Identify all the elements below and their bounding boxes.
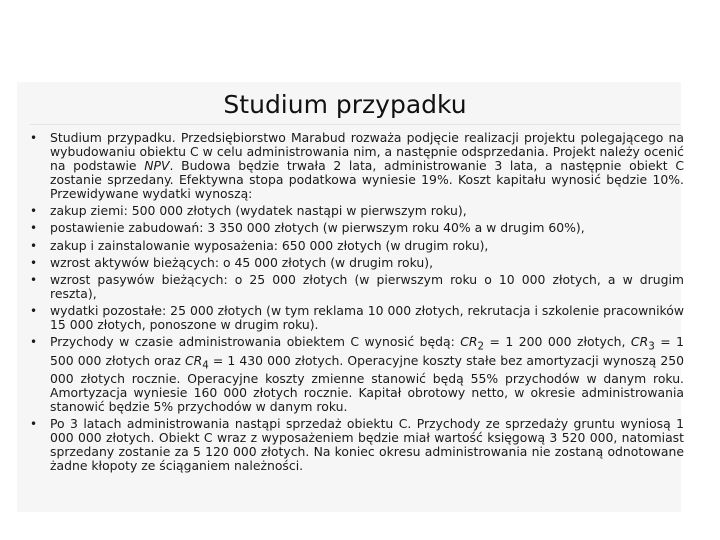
intro-text: Studium przypadku. Przedsiębiorstwo Marabud rozważa podjęcie realizacji projektu polegającego na wybudowaniu obiektu C w celu administrowania nim, a następnie odsprzedania. Projekt należy ocenić na podstawie (50, 130, 684, 173)
list-item-equipment: • zakup i zainstalowanie wyposażenia: 650 000 złotych (w drugim roku), (30, 239, 684, 253)
cr2-subscript: 2 (477, 340, 485, 353)
cr4-subscript: 4 (202, 359, 209, 372)
revenues-text-1: Przychody w czasie administrowania obiektem C wynosić będą: (50, 334, 461, 350)
list-item-sale: • Po 3 latach administrowania nastąpi sprzedaż obiektu C. Przychody ze sprzedaży gruntu wyniosą 1 000 000 złotych. Obiekt C wraz z wyposażeniem będzie miał wartość księgową 3 520 000, natomiast sprzedany zostanie za 5 120 000 złotych. Na koniec okresu administrowania nie zostaną odnotowane żadne kłopoty ze ściąganiem należności. (30, 417, 684, 473)
list-item-current-liabilities: • wzrost pasywów bieżących: o 25 000 złotych (w pierwszym roku o 10 000 złotych, a w drugim reszta), (30, 273, 684, 301)
list-item-current-assets: • wzrost aktywów bieżących: o 45 000 złotych (w drugim roku), (30, 256, 684, 270)
revenues-text-2: = 1 200 000 złotych, (484, 334, 631, 350)
list-item-intro (30, 131, 684, 201)
list-item-revenues (30, 335, 684, 414)
bullet-list (30, 131, 684, 477)
revenues-text-4: = 1 430 000 złotych. Operacyjne koszty stałe bez amortyzacji wynoszą 250 000 złotych rocznie. Operacyjne koszty zmienne stanowić będą 55% przychodów w danym roku. Amortyzacja wyniesie 160 000 złotych rocznie. Kapitał obrotowy netto, w okresie administrowania stanowić będzie 5% przychodów w danym roku. (50, 352, 684, 415)
npv-term: NPV (144, 158, 170, 173)
cr2-term: CR (460, 334, 478, 350)
intro-text-tail: . Budowa będzie trwała 2 lata, administrowanie 3 lata, a następnie obiekt C zostanie sprzedany. Efektywna stopa podatkowa wyniesie 19%. Koszt kapitału wynosić będzie 10%. Przewidywane wydatki wynoszą: (50, 158, 684, 201)
title-divider (30, 124, 680, 125)
list-item-other-expenses: • wydatki pozostałe: 25 000 złotych (w tym reklama 10 000 złotych, rekrutacja i szkolenie pracowników 15 000 złotych, ponoszone w drugim roku). (30, 304, 684, 332)
slide-title: Studium przypadku (223, 90, 467, 119)
cr4-term: CR (184, 352, 203, 368)
list-item-buildings: • postawienie zabudowań: 3 350 000 złotych (w pierwszym roku 40% a w drugim 60%), (30, 221, 684, 235)
cr3-subscript: 3 (648, 340, 655, 353)
list-item-land: • zakup ziemi: 500 000 złotych (wydatek nastąpi w pierwszym roku), (30, 204, 684, 218)
revenues-text-3: = 1 500 000 złotych oraz (50, 334, 684, 368)
cr3-term: CR (630, 334, 649, 350)
